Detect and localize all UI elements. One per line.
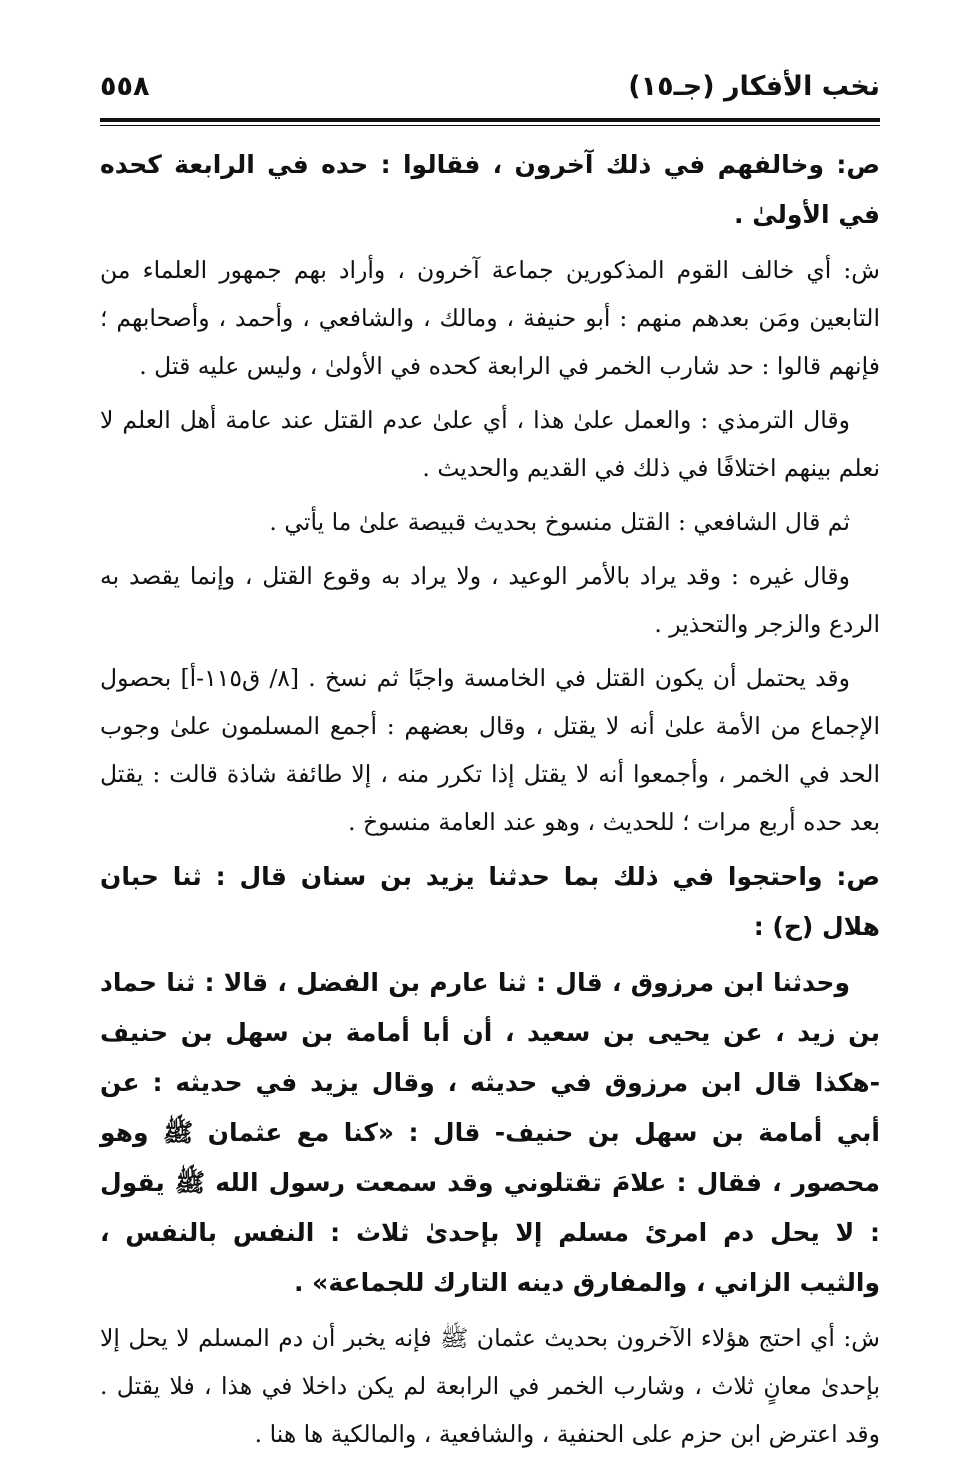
paragraph-7: ص: واحتجوا في ذلك بما حدثنا يزيد بن سنان قال : ثنا حبان هلال (ح) :: [100, 862, 880, 941]
page-number: ٥٥٨: [100, 71, 150, 102]
paragraph-2: ش: أي خالف القوم المذكورين جماعة آخرون ، وأراد بهم جمهور العلماء من التابعين ومَن بعدهم منهم : أبو حنيفة ، ومالك ، والشافعي ، وأحمد ، وأصحابهم ؛ فإنهم قالوا : حد شارب الخمر في الرابعة كحده في الأولىٰ ، وليس عليه قتل .: [100, 256, 880, 380]
header-rule-thin: [100, 125, 880, 126]
paragraph-1: ص: وخالفهم في ذلك آخرون ، فقالوا : حده في الرابعة كحده في الأولىٰ .: [100, 150, 880, 229]
paragraph-6: وقد يحتمل أن يكون القتل في الخامسة واجبًا ثم نسخ . [٨/ ق١١٥-أ] بحصول الإجماع من الأمة علىٰ أنه لا يقتل ، وقال بعضهم : أجمع المسلمون علىٰ وجوب الحد في الخمر ، وأجمعوا أنه لا يقتل إذا تكرر منه ، إلا طائفة شاذة قالت : يقتل بعد حده أربع مرات ؛ للحديث ، وهو عند العامة منسوخ .: [100, 664, 880, 836]
paragraph-9: ش: أي احتج هؤلاء الآخرون بحديث عثمان ﷺ فإنه يخبر أن دم المسلم لا يحل إلا بإحدىٰ معانٍ ثلاث ، وشارب الخمر في الرابعة لم يكن داخلا في هذا ، فلا يقتل . وقد اعترض ابن حزم على الحنفية ، والشافعية ، والمالكية ها هنا .: [100, 1324, 880, 1448]
book-title: نخب الأفكار (جـ١٥): [628, 71, 880, 102]
page-body: [100, 140, 880, 1458]
book-page: [100, 62, 880, 1458]
page-header: [100, 62, 880, 112]
paragraph-4: ثم قال الشافعي : القتل منسوخ بحديث قبيصة علىٰ ما يأتي .: [269, 508, 850, 536]
paragraph-3: وقال الترمذي : والعمل علىٰ هذا ، أي علىٰ عدم القتل عند عامة أهل العلم لا نعلم بينهم اختلافًا في ذلك في القديم والحديث .: [100, 406, 880, 482]
header-rule-thick: [100, 118, 880, 122]
paragraph-5: وقال غيره : وقد يراد بالأمر الوعيد ، ولا يراد به وقوع القتل ، وإنما يقصد به الردع والزجر والتحذير .: [100, 562, 880, 638]
paragraph-8: وحدثنا ابن مرزوق ، قال : ثنا عارم بن الفضل ، قالا : ثنا حماد بن زيد ، عن يحيى بن سعيد ، أن أبا أمامة بن سهل بن حنيف -هكذا قال ابن مرزوق في حديثه ، وقال يزيد في حديثه : عن أبي أمامة بن سهل بن حنيف- قال : «كنا مع عثمان ﷺ وهو محصور ، فقال : علامَ تقتلوني وقد سمعت رسول الله ﷺ يقول : لا يحل دم امرئ مسلم إلا بإحدىٰ ثلاث : النفس بالنفس ، والثيب الزاني ، والمفارق دينه التارك للجماعة» .: [100, 968, 880, 1297]
